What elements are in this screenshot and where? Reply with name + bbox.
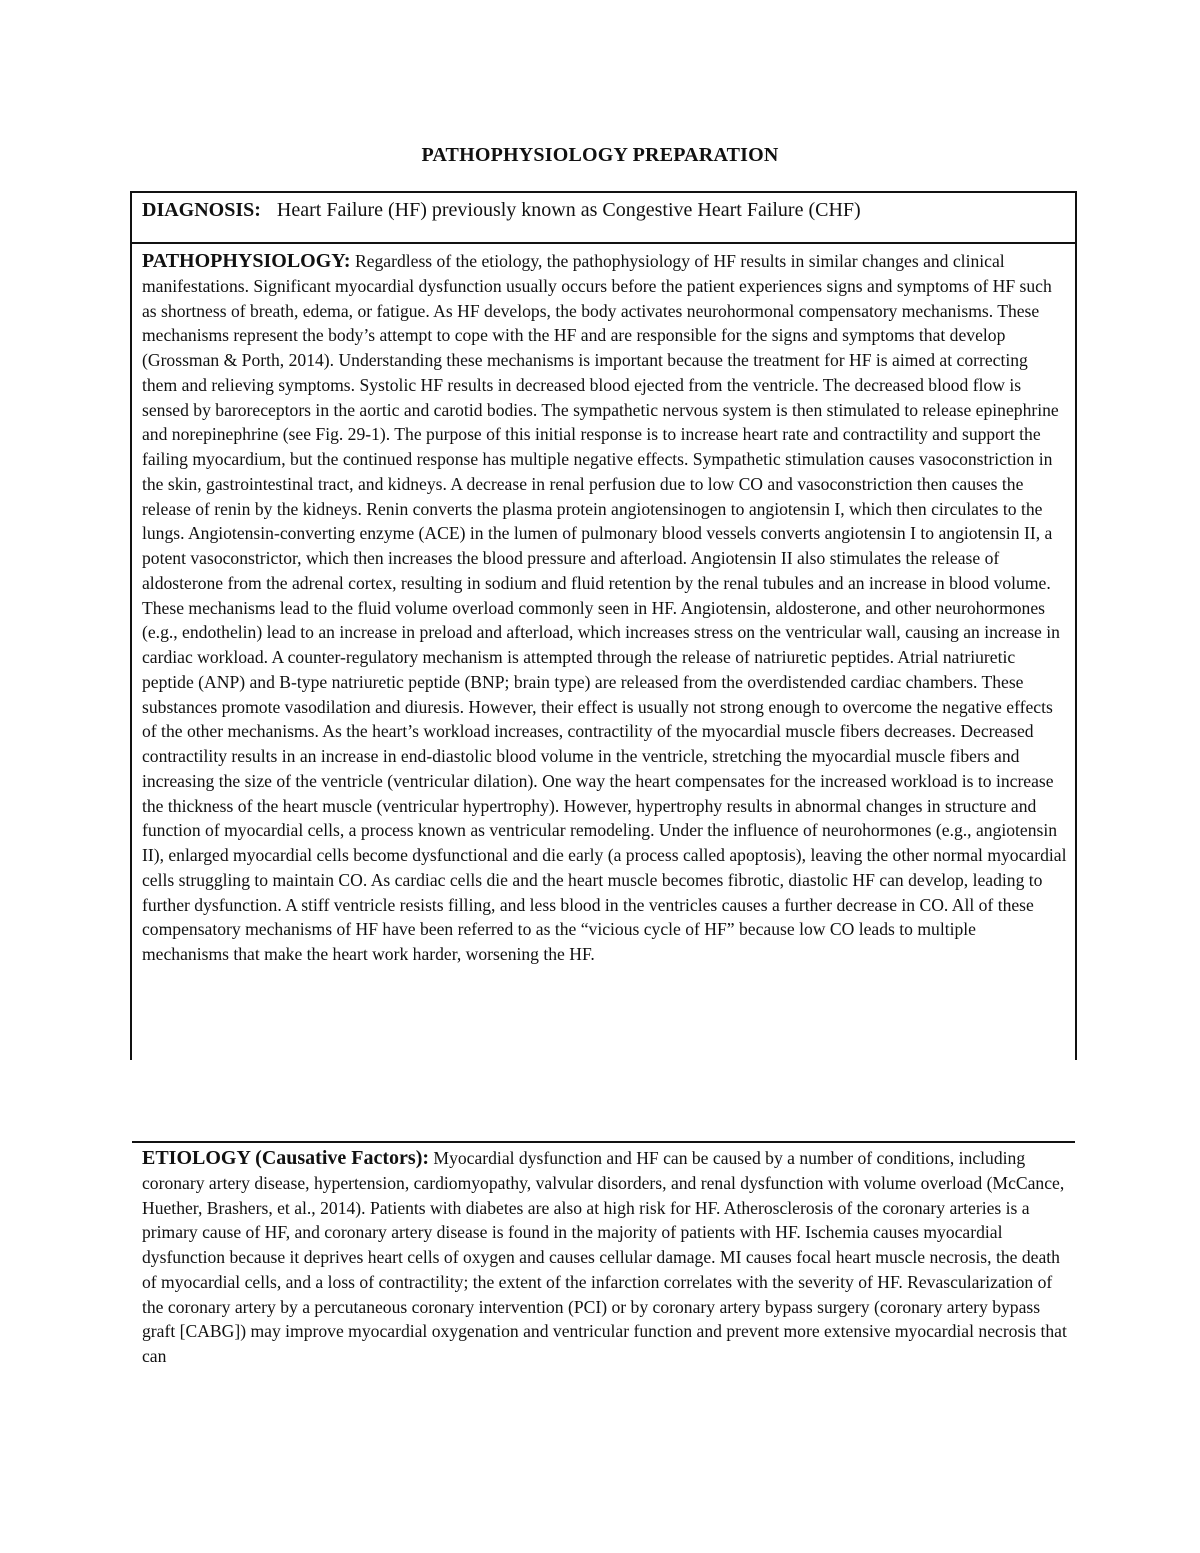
page-title: PATHOPHYSIOLOGY PREPARATION (421, 144, 779, 166)
preparation-table (130, 191, 1077, 1366)
pathophysiology-row (132, 244, 1075, 1143)
etiology-paragraph (142, 1146, 1067, 1369)
pathophysiology-label: PATHOPHYSIOLOGY: (142, 250, 351, 272)
etiology-row (132, 1143, 1075, 1369)
etiology-label: ETIOLOGY (Causative Factors): (142, 1147, 430, 1169)
diagnosis-row (132, 193, 1075, 244)
pathophysiology-text: Regardless of the etiology, the pathophysiology of HF results in similar changes and clinical manifestations. Significant myocardial dysfunction usually occurs before the patient experiences signs and symptoms of HF such as shortness of breath, edema, or fatigue. As HF develops, the body activates neurohormonal compensatory mechanisms. These mechanisms represent the body’s attempt to cope with the HF and are responsible for the signs and symptoms that develop (Grossman & Porth, 2014). Understanding these mechanisms is important because the treatment for HF is aimed at correcting them and relieving symptoms. Systolic HF results in decreased blood ejected from the ventricle. The decreased blood flow is sensed by baroreceptors in the aortic and carotid bodies. The sympathetic nervous system is then stimulated to release epinephrine and norepinephrine (see Fig. 29-1). The purpose of this initial response is to increase heart rate and contractility and support the failing myocardium, but the continued response has multiple negative effects. Sympathetic stimulation causes vasoconstriction in the skin, gastrointestinal tract, and kidneys. A decrease in renal perfusion due to low CO and vasoconstriction then causes the release of renin by the kidneys. Renin converts the plasma protein angiotensinogen to angiotensin I, which then circulates to the lungs. Angiotensin-converting enzyme (ACE) in the lumen of pulmonary blood vessels converts angiotensin I to angiotensin II, a potent vasoconstrictor, which then increases the blood pressure and afterload. Angiotensin II also stimulates the release of aldosterone from the adrenal cortex, resulting in sodium and fluid retention by the renal tubules and an increase in blood volume. These mechanisms lead to the fluid volume overload commonly seen in HF. Angiotensin, aldosterone, and other neurohormones (e.g., endothelin) lead to an increase in preload and afterload, which increases stress on the ventricular wall, causing an increase in cardiac workload. A counter-regulatory mechanism is attempted through the release of natriuretic peptides. Atrial natriuretic peptide (ANP) and B-type natriuretic peptide (BNP; brain type) are released from the overdistended cardiac chambers. These substances promote vasodilation and diuresis. However, their effect is usually not strong enough to overcome the negative effects of the other mechanisms. As the heart’s workload increases, contractility of the myocardial muscle fibers decreases. Decreased contractility results in an increase in end-diastolic blood volume in the ventricle, stretching the myocardial muscle fibers and increasing the size of the ventricle (ventricular dilation). One way the heart compensates for the increased workload is to increase the thickness of the heart muscle (ventricular hypertrophy). However, hypertrophy results in abnormal changes in structure and function of myocardial cells, a process known as ventricular remodeling. Under the influence of neurohormones (e.g., angiotensin II), enlarged myocardial cells become dysfunctional and die early (a process called apoptosis), leaving the other normal myocardial cells struggling to maintain CO. As cardiac cells die and the heart muscle becomes fibrotic, diastolic HF can develop, leading to further dysfunction. A stiff ventricle resists filling, and less blood in the ventricles causes a further decrease in CO. All of these compensatory mechanisms of HF have been referred to as the “vicious cycle of HF” because low CO leads to multiple mechanisms that make the heart work harder, worsening the HF. (142, 251, 1067, 964)
diagnosis-value: Heart Failure (HF) previously known as Congestive Heart Failure (CHF) (276, 199, 861, 221)
pathophysiology-paragraph (142, 249, 1067, 967)
etiology-text: Myocardial dysfunction and HF can be caused by a number of conditions, including coronary artery disease, hypertension, cardiomyopathy, valvular disorders, and renal dysfunction with volume overload (McCance, Huether, Brashers, et al., 2014). Patients with diabetes are also at high risk for HF. Atherosclerosis of the coronary arteries is a primary cause of HF, and coronary artery disease is found in the majority of patients with HF. Ischemia causes myocardial dysfunction because it deprives heart cells of oxygen and causes cellular damage. MI causes focal heart muscle necrosis, the death of myocardial cells, and a loss of contractility; the extent of the infarction correlates with the severity of HF. Revascularization of the coronary artery by a percutaneous coronary intervention (PCI) or by coronary artery bypass surgery (coronary artery bypass graft [CABG]) may improve myocardial oxygenation and ventricular function and prevent more extensive myocardial necrosis that can (142, 1148, 1067, 1366)
diagnosis-label: DIAGNOSIS: (142, 199, 261, 221)
